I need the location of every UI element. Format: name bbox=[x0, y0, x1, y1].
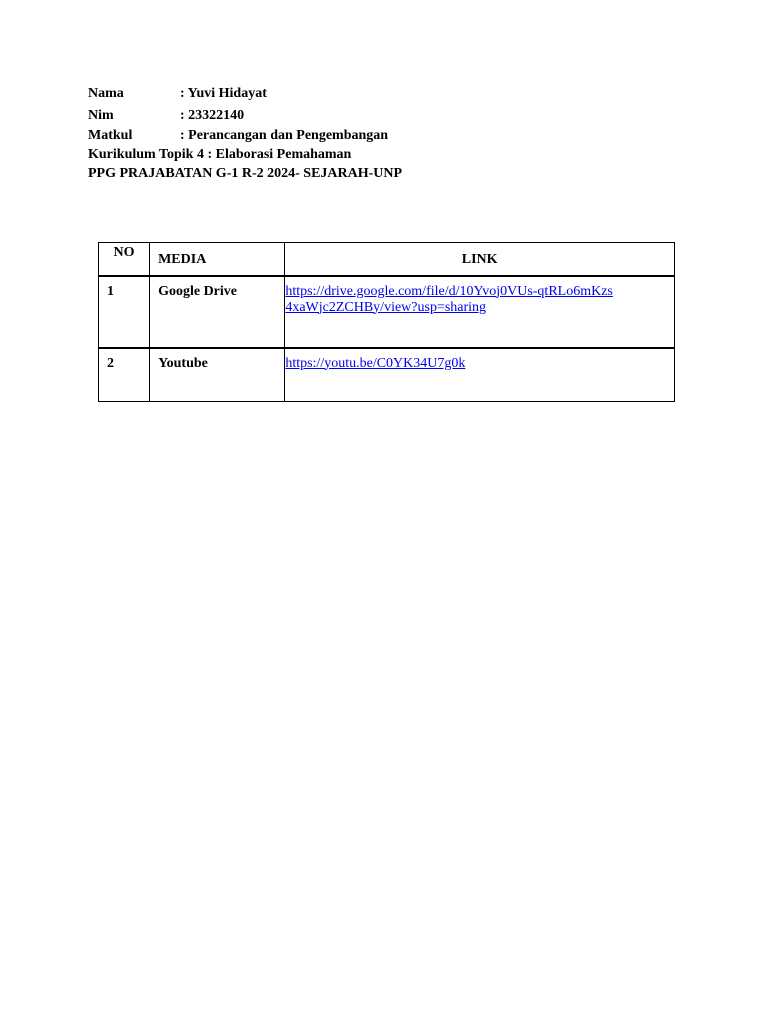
header-row-nim bbox=[88, 106, 402, 126]
media-name: Google Drive bbox=[150, 276, 285, 348]
media-name: Youtube bbox=[150, 348, 285, 402]
document-header bbox=[88, 84, 402, 183]
table-row bbox=[99, 276, 675, 348]
link-cell bbox=[285, 276, 675, 348]
column-header-media: MEDIA bbox=[150, 243, 285, 276]
column-header-link: LINK bbox=[285, 243, 675, 276]
matkul-value: : Perancangan dan Pengembangan bbox=[180, 128, 389, 143]
header-row-kurikulum: Kurikulum Topik 4 : Elaborasi Pemahaman bbox=[88, 147, 352, 162]
matkul-label: Matkul bbox=[88, 128, 133, 143]
header-row-nama bbox=[88, 84, 402, 106]
header-row-ppg: PPG PRAJABATAN G-1 R-2 2024- SEJARAH-UNP bbox=[88, 166, 403, 181]
nama-value: : Yuvi Hidayat bbox=[180, 86, 267, 101]
nama-label: Nama bbox=[88, 86, 124, 101]
nim-value: : 23322140 bbox=[180, 108, 245, 123]
media-link-table bbox=[98, 242, 675, 402]
google-drive-link[interactable]: https://drive.google.com/file/d/10Yvoj0VUs-qtRLo6mKzs4xaWjc2ZCHBy/view?usp=sharing bbox=[285, 283, 613, 315]
nim-label: Nim bbox=[88, 108, 114, 123]
row-number: 1 bbox=[99, 276, 150, 348]
link-cell bbox=[285, 348, 675, 402]
column-header-no: NO bbox=[99, 243, 150, 276]
table-row bbox=[99, 348, 675, 402]
youtube-link[interactable]: https://youtu.be/C0YK34U7g0k bbox=[285, 355, 466, 371]
table-header-row bbox=[99, 243, 675, 276]
header-row-matkul bbox=[88, 126, 402, 145]
row-number: 2 bbox=[99, 348, 150, 402]
